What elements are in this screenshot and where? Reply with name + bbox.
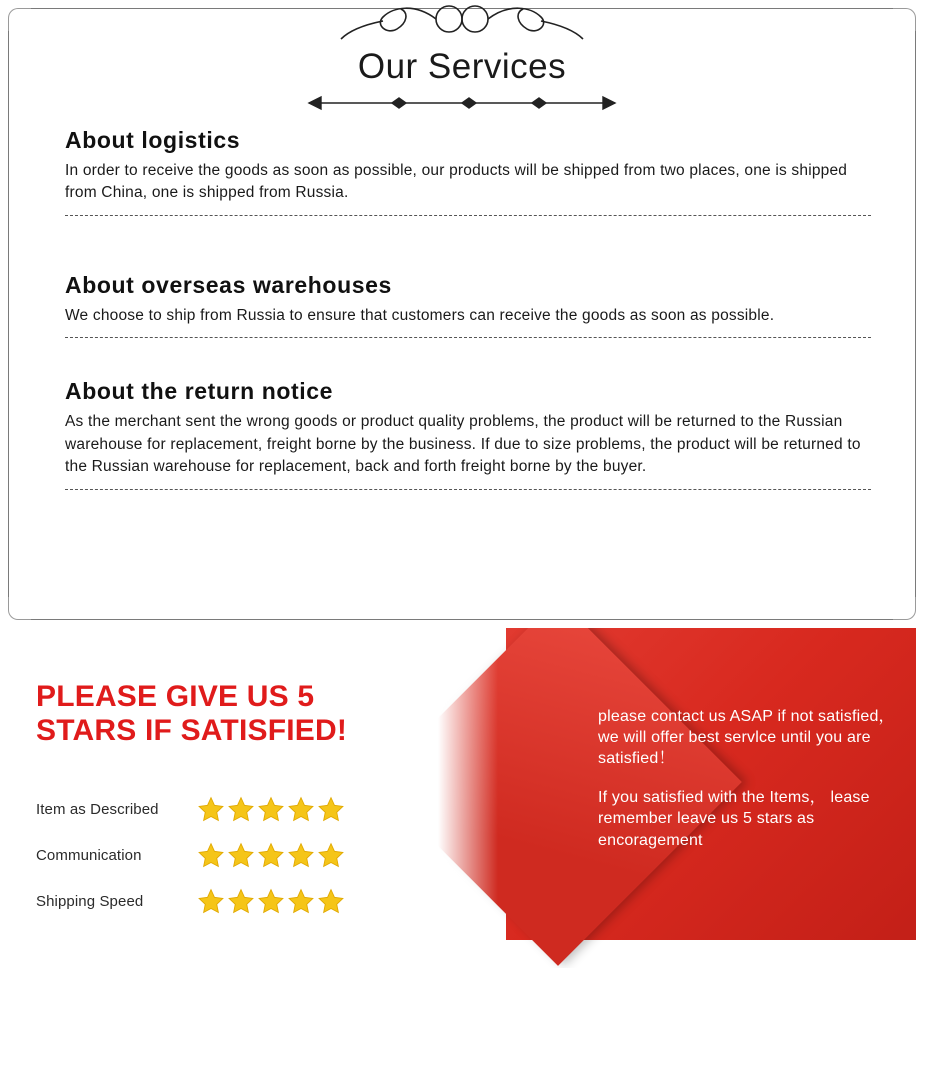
divider-ornament-icon <box>297 95 627 111</box>
rating-list <box>36 786 456 924</box>
rating-row <box>36 832 456 878</box>
spacer <box>65 216 865 272</box>
star-icon <box>318 888 344 914</box>
star-icon <box>198 842 224 868</box>
star-icon <box>318 842 344 868</box>
rating-label: Shipping Speed <box>36 892 144 910</box>
card-corner-bottom-left <box>8 597 31 620</box>
section-title: About overseas warehouses <box>65 271 392 298</box>
card-corner-top-left <box>8 8 31 31</box>
section-body: We choose to ship from Russia to ensure that customers can receive the goods as soon as possible. <box>65 306 775 324</box>
star-icon <box>318 796 344 822</box>
star-icon <box>198 796 224 822</box>
star-rating <box>198 888 344 914</box>
star-icon <box>198 888 224 914</box>
section-body: In order to receive the goods as soon as possible, our products will be shipped from two places, one is shipped from China, one is shipped from Russia. <box>65 162 848 202</box>
star-icon <box>258 842 284 868</box>
spacer <box>65 338 865 378</box>
promo-headline-line-2: STARS IF SATISFIED! <box>36 713 348 747</box>
section-logistics <box>65 127 865 216</box>
section-title: About the return notice <box>65 378 334 405</box>
gift-box-paragraph-1: please contact us ASAP if not satisfied， we will offer best servlce until you are satisfied！ <box>598 708 895 768</box>
promo-left-panel <box>8 628 478 968</box>
promo-headline <box>36 680 456 747</box>
flourish-ornament-icon <box>297 1 627 45</box>
page-title: Our Services <box>357 47 567 86</box>
gift-box-paragraph-2: If you satisfied with the Items， lease remember leave us 5 stars as encoragement <box>598 789 870 849</box>
rating-row <box>36 786 456 832</box>
card-corner-top-right <box>893 8 916 31</box>
section-divider <box>65 489 871 490</box>
feedback-promo-banner <box>8 628 916 968</box>
star-rating <box>198 796 344 822</box>
red-gift-box-image <box>438 628 916 968</box>
rating-label: Communication <box>36 846 142 864</box>
gift-box-message <box>598 706 898 869</box>
star-icon <box>228 796 254 822</box>
promo-headline-line-1: PLEASE GIVE US 5 <box>36 680 315 713</box>
section-title: About logistics <box>65 127 241 153</box>
star-icon <box>258 888 284 914</box>
rating-row <box>36 878 456 924</box>
star-icon <box>288 842 314 868</box>
star-icon <box>228 842 254 868</box>
card-corner-bottom-right <box>893 597 916 620</box>
rating-label: Item as Described <box>36 800 159 818</box>
our-services-card <box>8 8 916 620</box>
star-icon <box>288 888 314 914</box>
star-icon <box>228 888 254 914</box>
star-rating <box>198 842 344 868</box>
section-body: As the merchant sent the wrong goods or product quality problems, the product will be returned to the Russian warehouse for replacement, freight borne by the business. If due to size problems, the product will be returned to the Russian warehouse for replacement, back and forth freight borne by the buyer. <box>65 413 861 476</box>
star-icon <box>258 796 284 822</box>
services-sections <box>65 127 865 490</box>
section-return-notice <box>65 378 865 489</box>
star-icon <box>288 796 314 822</box>
section-overseas-warehouses <box>65 272 865 338</box>
